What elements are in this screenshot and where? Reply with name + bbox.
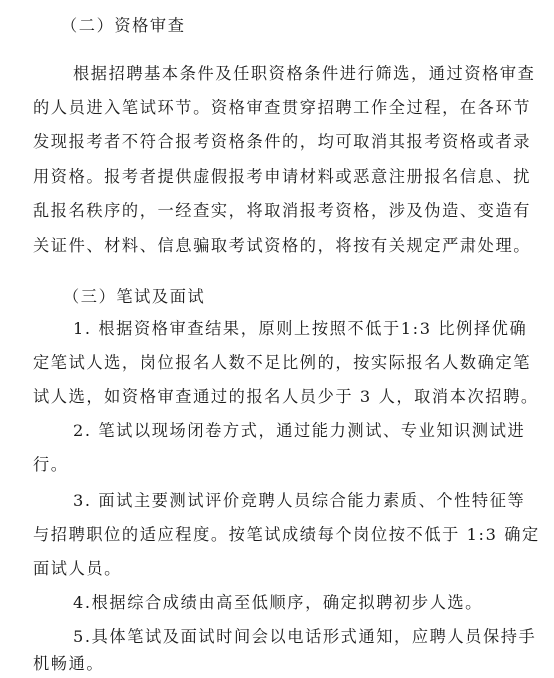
list-item-line: 试人选，如资格审查通过的报名人员少于 3 人，取消本次招聘。 (33, 387, 539, 406)
list-item-line: 2. 笔试以现场闭卷方式，通过能力测试、专业知识测试进 (73, 421, 526, 440)
paragraph-line: 发现报考者不符合报考资格条件的，均可取消其报考资格或者录 (33, 132, 532, 151)
list-item-line: 1. 根据资格审查结果，原则上按照不低于1:3 比例择优确 (73, 319, 528, 338)
list-item-line: 3. 面试主要测试评价竞聘人员综合能力素质、个性特征等 (73, 491, 526, 510)
section-heading-written-test-and-interview: （三）笔试及面试 (63, 287, 206, 306)
list-item-line: 与招聘职位的适应程度。按笔试成绩每个岗位按不低于 1:3 确定 (33, 525, 540, 544)
paragraph-line: 根据招聘基本条件及任职资格条件进行筛选，通过资格审查 (73, 64, 536, 83)
paragraph-line: 乱报名秩序的，一经查实，将取消报考资格，涉及伪造、变造有 (33, 201, 532, 220)
list-item-line: 4.根据综合成绩由高至低顺序，确定拟聘初步人选。 (73, 593, 483, 612)
list-item-line: 行。 (33, 455, 69, 474)
paragraph-line: 的人员进入笔试环节。资格审查贯穿招聘工作全过程，在各环节 (33, 98, 532, 117)
list-item-line: 5.具体笔试及面试时间会以电话形式通知，应聘人员保持手 (73, 627, 537, 646)
list-item-line: 机畅通。 (33, 654, 105, 673)
section-heading-qualification-review: （二）资格审查 (61, 16, 186, 35)
list-item-line: 面试人员。 (33, 559, 122, 578)
paragraph-line: 用资格。报考者提供虚假报考申请材料或恶意注册报名信息、扰 (33, 167, 532, 186)
list-item-line: 定笔试人选，岗位报名人数不足比例的，按实际报名人数确定笔 (33, 353, 532, 372)
paragraph-line: 关证件、材料、信息骗取考试资格的，将按有关规定严肃处理。 (33, 236, 532, 255)
